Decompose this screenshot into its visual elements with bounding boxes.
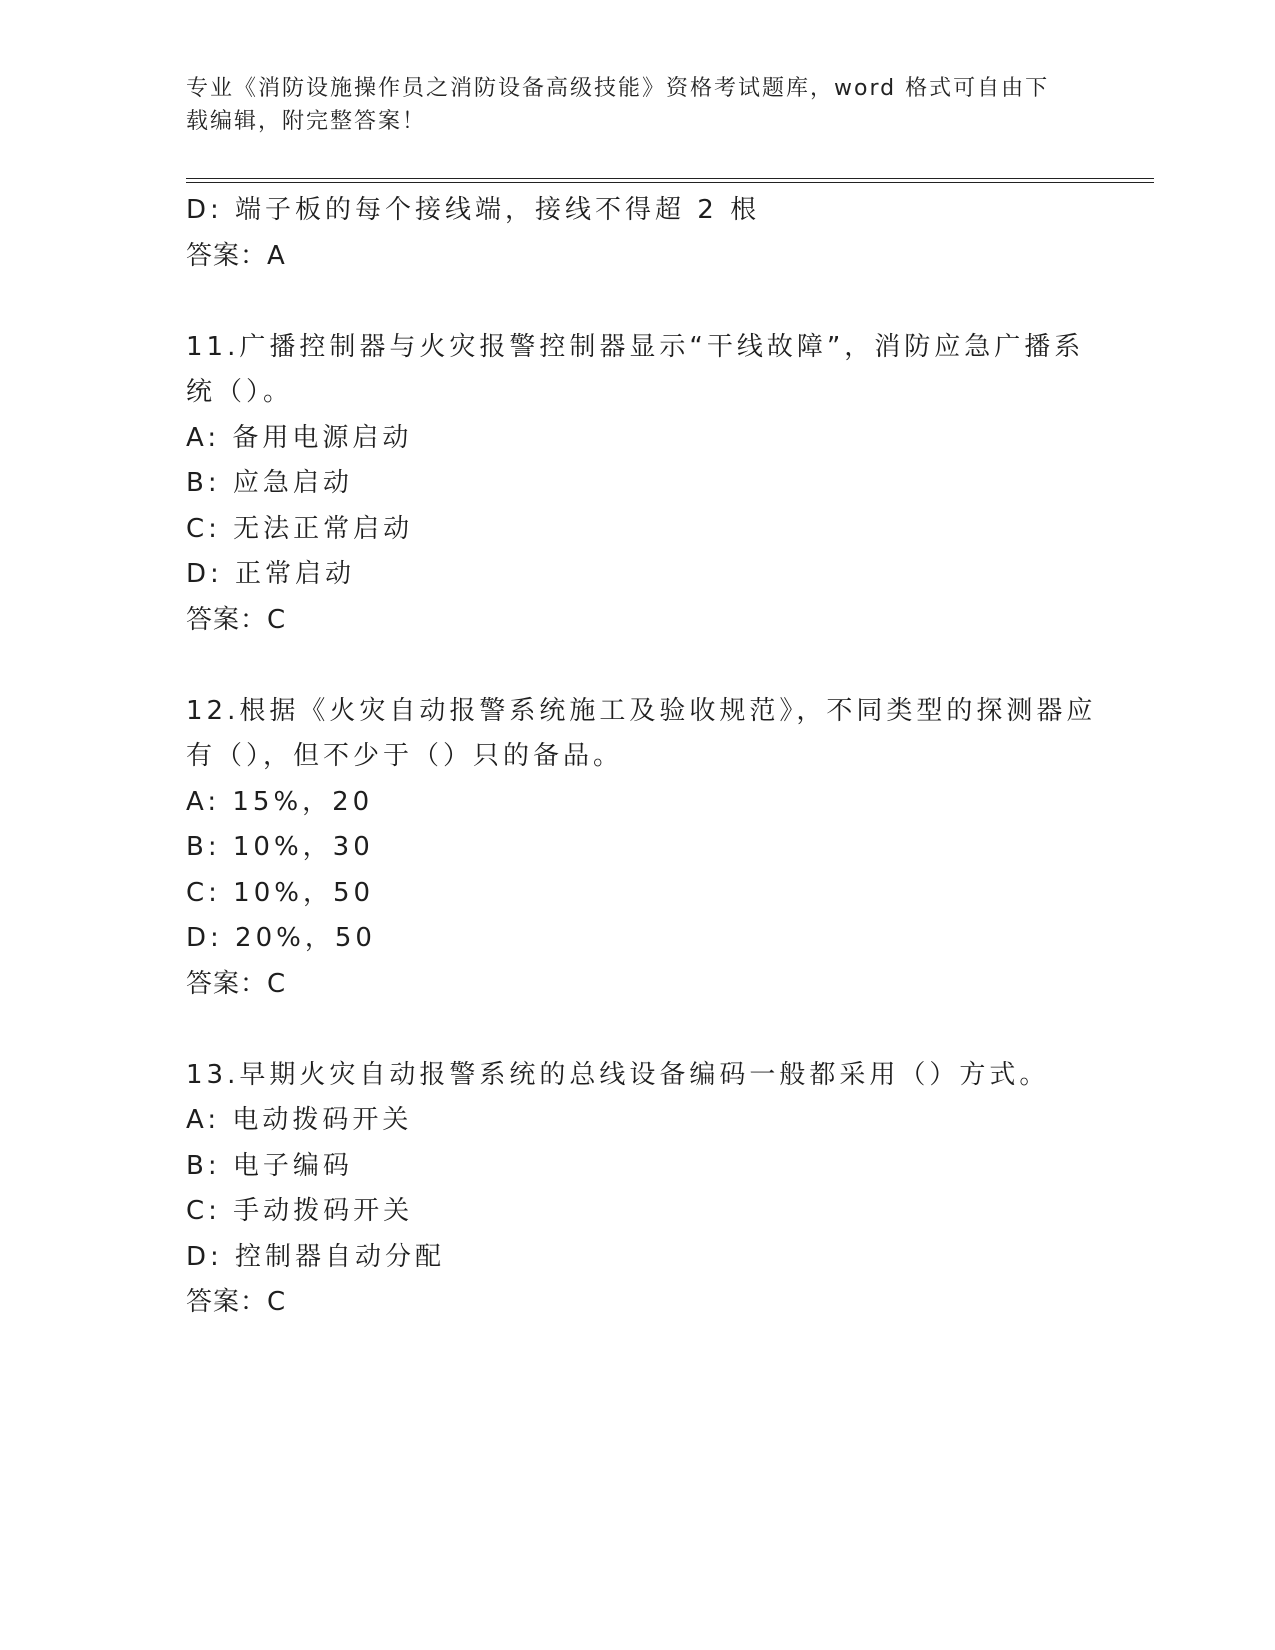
option-d: D: 20%，50 [186, 923, 376, 953]
option-b: B: 应急启动 [186, 468, 353, 498]
previous-question-tail [186, 188, 1086, 279]
question-11 [186, 325, 1086, 644]
option-c: C: 10%，50 [186, 877, 375, 908]
question-stem: 13.早期火灾自动报警系统的总线设备编码一般都采用（）方式。 [186, 1059, 1050, 1090]
header-divider-top [186, 178, 1154, 179]
answer-line: 答案：C [186, 604, 287, 635]
option-a: A: 电动拨码开关 [186, 1105, 413, 1135]
header-line-1: 专业《消防设施操作员之消防设备高级技能》资格考试题库，word 格式可自由下 [186, 76, 1050, 101]
option-d: D: 正常启动 [186, 559, 356, 589]
question-list [186, 188, 1097, 1326]
document-header [186, 72, 1066, 138]
question-stem-continued: 有（），但不少于（）只的备品。 [186, 741, 624, 771]
answer-line: 答案：C [186, 968, 287, 999]
spacer [186, 1007, 1086, 1053]
header-divider-bottom [186, 182, 1154, 183]
header-line-2: 载编辑，附完整答案！ [186, 109, 427, 134]
option-b: B: 10%，30 [186, 832, 374, 862]
question-13 [186, 1053, 1086, 1326]
question-stem-continued: 统（）。 [186, 377, 294, 407]
option-b: B: 电子编码 [186, 1150, 353, 1181]
question-stem: 11.广播控制器与火灾报警控制器显示“干线故障”，消防应急广播系 [186, 331, 1085, 362]
option-d: D: 控制器自动分配 [186, 1241, 446, 1272]
option-a: A: 15%，20 [186, 786, 374, 817]
option-a: A: 备用电源启动 [186, 422, 413, 453]
answer-line: 答案：C [186, 1287, 287, 1317]
option-c: C: 无法正常启动 [186, 513, 414, 544]
spacer [186, 279, 1086, 325]
question-12 [186, 689, 1097, 1008]
answer-line: 答案：A [186, 240, 286, 271]
option-c: C: 手动拨码开关 [186, 1196, 414, 1226]
question-stem: 12.根据《火灾自动报警系统施工及验收规范》，不同类型的探测器应 [186, 695, 1097, 726]
spacer [186, 643, 1086, 689]
option-d: D: 端子板的每个接线端，接线不得超 2 根 [186, 195, 761, 225]
